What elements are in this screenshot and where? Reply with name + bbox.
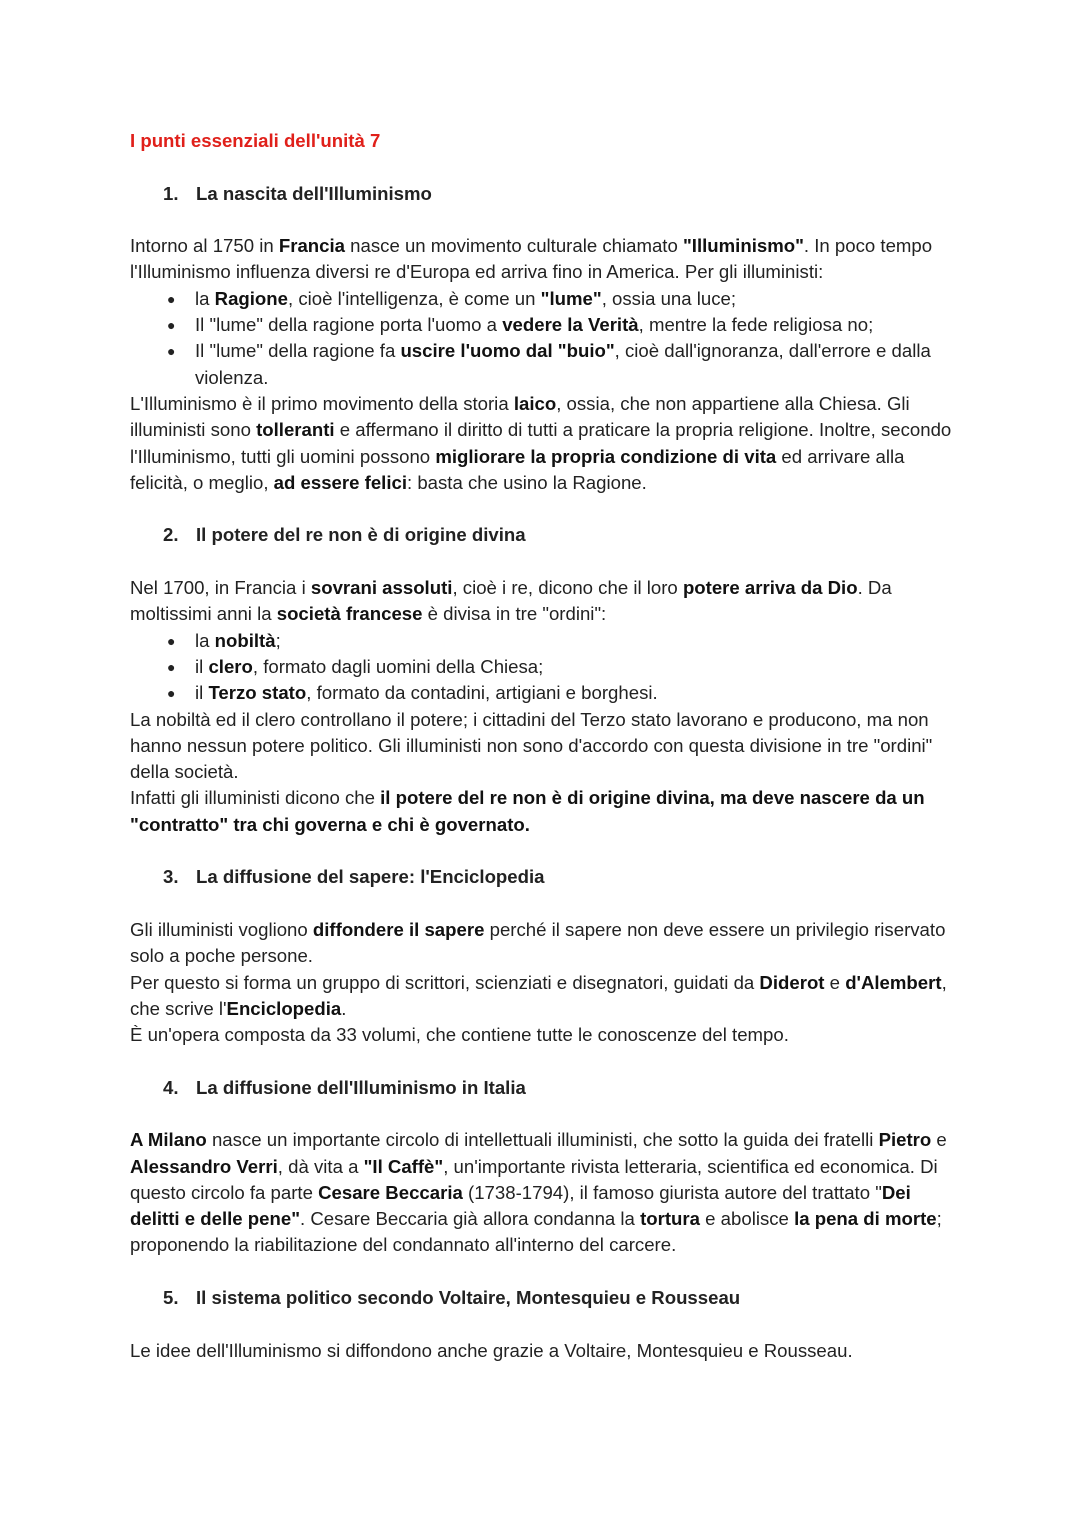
text-run: , un'importante rivista letteraria, scientifica ed economica. Di questo circolo fa parte <box>130 1155 938 1203</box>
section-number: 2. <box>163 524 179 546</box>
text-run: Intorno al 1750 in <box>130 235 279 257</box>
list-item <box>130 654 960 680</box>
text-run: . In poco tempo l'Illuminismo influenza diversi re d'Europa ed arriva fino in America. Per gli illuministi: <box>130 235 933 283</box>
section-4 <box>130 1075 960 1259</box>
paragraph <box>130 1127 960 1258</box>
section-heading <box>130 1285 960 1311</box>
text-run: : basta che usino la Ragione. <box>407 471 647 493</box>
bold-text: sovrani assoluti <box>310 577 453 599</box>
text-run: , formato da contadini, artigiani e borghesi. <box>306 682 658 704</box>
bullet-icon: ● <box>167 685 176 702</box>
text-run: ; proponendo la riabilitazione del condannato all'interno del carcere. <box>130 1208 942 1256</box>
text-run: la <box>195 629 215 651</box>
bold-text: Enciclopedia <box>226 997 342 1019</box>
paragraph <box>130 1022 960 1048</box>
text-run: , ossia, che non appartiene alla Chiesa. Gli illuministi sono <box>130 392 910 441</box>
text-run: la <box>195 287 215 309</box>
text-run: è divisa in tre "ordini": <box>422 603 607 625</box>
paragraph <box>130 917 960 970</box>
section-title: Il sistema politico secondo Voltaire, Montesquieu e Rousseau <box>196 1287 741 1309</box>
text-run: , cioè dall'ignoranza, dall'errore e dalla violenza. <box>195 340 931 388</box>
text-run: il <box>195 655 209 677</box>
text-run: ed arrivare alla felicità, o meglio, <box>130 445 905 493</box>
bullet-list <box>130 286 960 391</box>
page-title: I punti essenziali dell'unità 7 <box>130 130 381 151</box>
section-title: Il potere del re non è di origine divina <box>196 524 526 546</box>
text-run: , ossia una luce; <box>601 287 737 309</box>
text-run: Le idee dell'Illuminismo si diffondono anche grazie a Voltaire, Montesquieu e Rousseau. <box>130 1339 853 1361</box>
text-run: La nobiltà ed il clero controllano il potere; i cittadini del Terzo stato lavorano e producono, ma non hanno nessun potere politico. Gli illuministi non sono d'accordo con questa divisione in tre "ordini" della società. <box>130 708 933 783</box>
paragraph <box>130 785 960 838</box>
section-5 <box>130 1285 960 1364</box>
section-number: 3. <box>163 866 179 888</box>
text-run: Gli illuministi vogliono <box>130 918 313 940</box>
bold-text: diffondere il sapere <box>312 918 485 940</box>
text-run: , mentre la fede religiosa no; <box>638 314 874 336</box>
list-item <box>130 286 960 312</box>
text-run: il <box>195 682 209 704</box>
bold-text: A Milano <box>130 1129 207 1151</box>
text-run: e affermano il diritto di tutti a praticare la propria religione. Inoltre, secondo l'Illuminismo, tutti gli uomini possono <box>130 419 952 467</box>
list-item <box>130 628 960 654</box>
text-run: e <box>824 971 846 993</box>
section-heading <box>130 181 960 207</box>
list-item <box>130 680 960 706</box>
text-run: e abolisce <box>700 1208 795 1230</box>
paragraph <box>130 707 960 786</box>
bold-text: "Il Caffè" <box>363 1155 444 1177</box>
bold-text: Terzo stato <box>208 682 307 704</box>
text-run: . Cesare Beccaria già allora condanna la <box>300 1208 641 1230</box>
list-item <box>130 338 960 391</box>
bullet-icon: ● <box>167 290 176 307</box>
bullet-icon: ● <box>167 343 176 360</box>
bullet-icon: ● <box>167 317 176 334</box>
bold-text: Ragione <box>214 287 288 309</box>
text-run: (1738-1794), il famoso giurista autore del trattato " <box>462 1181 882 1203</box>
list-item <box>130 312 960 338</box>
section-heading <box>130 1075 960 1101</box>
section-title: La diffusione del sapere: l'Enciclopedia <box>196 866 545 888</box>
bold-text: la pena di morte <box>794 1208 937 1230</box>
paragraph <box>130 575 960 628</box>
text-run: , formato dagli uomini della Chiesa; <box>252 655 544 677</box>
bold-text: ad essere felici <box>273 471 407 493</box>
section-title: La diffusione dell'Illuminismo in Italia <box>196 1076 526 1098</box>
text-run: , cioè i re, dicono che il loro <box>452 577 683 599</box>
bold-text: il potere del re non è di origine divina, ma deve nascere da un "contratto" tra chi governa e chi è governato. <box>130 787 925 835</box>
bold-text: "lume" <box>540 287 602 309</box>
section-heading <box>130 522 960 548</box>
section-2 <box>130 522 960 838</box>
text-run: perché il sapere non deve essere un privilegio riservato solo a poche persone. <box>130 918 946 967</box>
section-1 <box>130 181 960 497</box>
text-run: È un'opera composta da 33 volumi, che contiene tutte le conoscenze del tempo. <box>130 1024 789 1046</box>
text-run: Per questo si forma un gruppo di scrittori, scienziati e disegnatori, guidati da <box>130 971 760 993</box>
section-number: 5. <box>163 1287 179 1309</box>
text-run: . Da moltissimi anni la <box>130 577 892 625</box>
bold-text: Francia <box>278 235 345 257</box>
section-title: La nascita dell'Illuminismo <box>196 182 432 204</box>
text-run: ; <box>275 629 281 651</box>
section-number: 1. <box>163 182 179 204</box>
bold-text: Diderot <box>759 971 825 993</box>
section-heading <box>130 864 960 890</box>
text-run: Nel 1700, in Francia i <box>130 577 311 599</box>
bullet-icon: ● <box>167 632 176 649</box>
bold-text: clero <box>208 655 253 677</box>
bold-text: tolleranti <box>256 419 335 441</box>
bullet-list <box>130 628 960 707</box>
text-run: Il "lume" della ragione fa <box>195 340 401 362</box>
text-run: nasce un movimento culturale chiamato <box>345 235 683 257</box>
text-run: , che scrive l' <box>130 971 947 1019</box>
paragraph <box>130 1338 960 1364</box>
bold-text: "Illuminismo" <box>682 235 804 257</box>
text-run: . <box>341 997 347 1019</box>
section-3 <box>130 864 960 1048</box>
bold-text: laico <box>513 392 557 414</box>
section-number: 4. <box>163 1076 179 1098</box>
bold-text: società francese <box>276 603 423 625</box>
document-page <box>130 128 960 1364</box>
bullet-icon: ● <box>167 658 176 675</box>
text-run: e <box>931 1129 947 1151</box>
paragraph <box>130 970 960 1023</box>
bold-text: Pietro <box>878 1129 932 1151</box>
bold-text: d'Alembert <box>845 971 942 993</box>
bold-text: Alessandro Verri <box>130 1155 278 1177</box>
text-run: nasce un importante circolo di intellettuali illuministi, che sotto la guida dei fratelli <box>206 1129 879 1151</box>
text-run: L'Illuminismo è il primo movimento della storia <box>130 392 514 414</box>
bold-text: nobiltà <box>214 629 276 651</box>
bold-text: migliorare la propria condizione di vita <box>435 445 777 467</box>
bold-text: tortura <box>640 1208 700 1230</box>
bold-text: Cesare Beccaria <box>318 1181 463 1203</box>
bold-text: vedere la Verità <box>502 314 639 336</box>
text-run: , cioè l'intelligenza, è come un <box>288 287 541 309</box>
bold-text: Dei delitti e delle pene" <box>130 1181 911 1230</box>
text-run: Infatti gli illuministi dicono che <box>130 787 381 809</box>
text-run: Il "lume" della ragione porta l'uomo a <box>195 314 503 336</box>
text-run: , dà vita a <box>277 1155 364 1177</box>
paragraph <box>130 233 960 286</box>
paragraph <box>130 391 960 496</box>
bold-text: uscire l'uomo dal "buio" <box>400 340 615 362</box>
bold-text: potere arriva da Dio <box>682 577 858 599</box>
